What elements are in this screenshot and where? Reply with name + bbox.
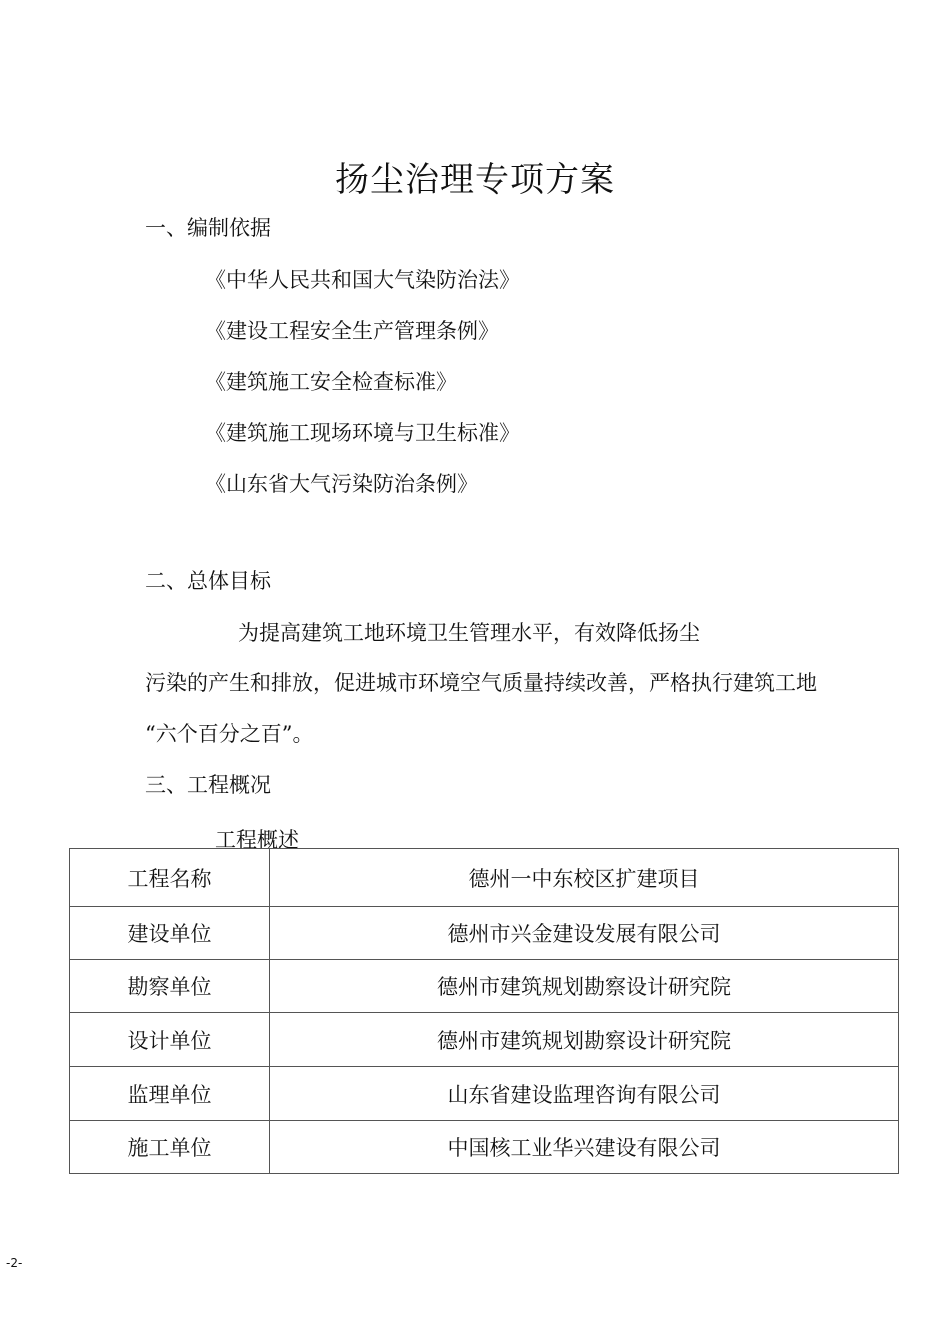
reference-item: 《建筑施工安全检查标准》 (205, 370, 457, 394)
table-row (70, 960, 899, 1013)
section-heading-goal: 二、总体目标 (145, 569, 271, 593)
section-heading-overview: 三、工程概况 (145, 773, 271, 797)
reference-item: 《山东省大气污染防治条例》 (205, 472, 478, 496)
page-number: -2- (6, 1256, 23, 1270)
section-heading-basis: 一、编制依据 (145, 216, 271, 240)
row-label: 勘察单位 (70, 960, 270, 1013)
row-value: 中国核工业华兴建设有限公司 (270, 1121, 899, 1174)
row-label: 施工单位 (70, 1121, 270, 1174)
table-row (70, 1067, 899, 1121)
project-info-table (69, 848, 899, 1174)
row-value: 德州一中东校区扩建项目 (270, 849, 899, 907)
reference-item: 《建筑施工现场环境与卫生标准》 (205, 421, 520, 445)
document-title: 扬尘治理专项方案 (335, 160, 615, 200)
row-value: 德州市建筑规划勘察设计研究院 (270, 960, 899, 1013)
row-value: 山东省建设监理咨询有限公司 (270, 1067, 899, 1121)
goal-paragraph-line: “六个百分之百”。 (145, 722, 314, 746)
goal-paragraph-line: 污染的产生和排放，促进城市环境空气质量持续改善，严格执行建筑工地 (145, 671, 817, 695)
row-label: 设计单位 (70, 1013, 270, 1067)
table-row (70, 1121, 899, 1174)
table-caption: 工程概述 (215, 828, 299, 852)
reference-item: 《中华人民共和国大气染防治法》 (205, 268, 520, 292)
row-value: 德州市建筑规划勘察设计研究院 (270, 1013, 899, 1067)
table-row (70, 849, 899, 907)
reference-item: 《建设工程安全生产管理条例》 (205, 319, 499, 343)
goal-paragraph-line: 为提高建筑工地环境卫生管理水平，有效降低扬尘 (238, 621, 700, 645)
row-label: 建设单位 (70, 907, 270, 960)
table-row (70, 907, 899, 960)
table-row (70, 1013, 899, 1067)
row-label: 工程名称 (70, 849, 270, 907)
row-value: 德州市兴金建设发展有限公司 (270, 907, 899, 960)
row-label: 监理单位 (70, 1067, 270, 1121)
